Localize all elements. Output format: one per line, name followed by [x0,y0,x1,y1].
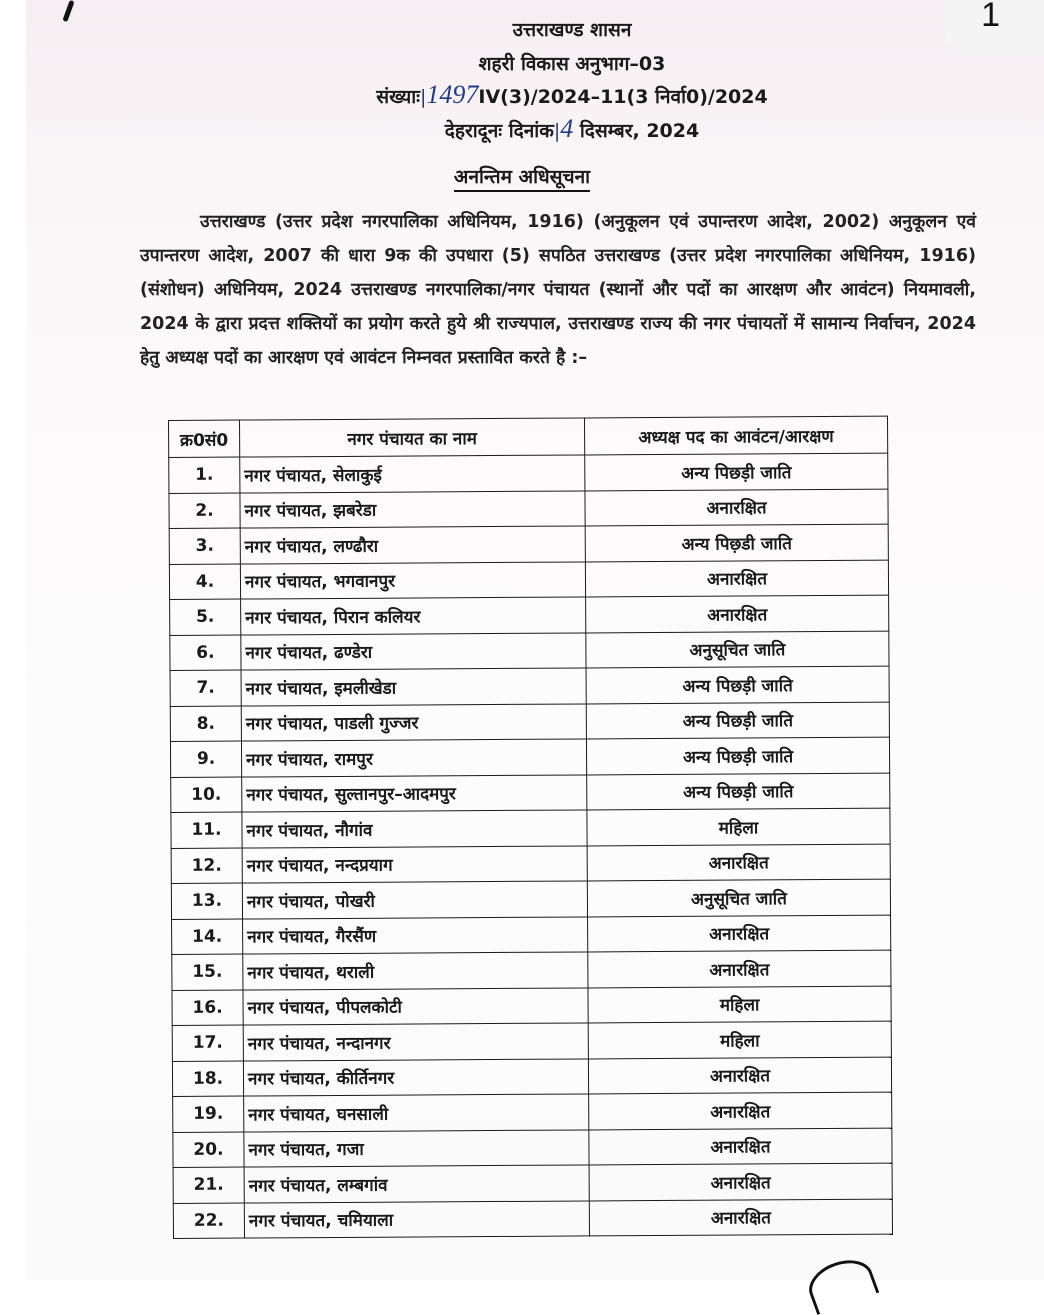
table-header-row [169,416,888,457]
serial-no: 7. [170,670,241,706]
panchayat-name: नगर पंचायत, भगवानपुर [240,561,585,599]
panchayat-name: नगर पंचायत, घनसाली [244,1094,589,1132]
table-row [173,1128,892,1168]
panchayat-name: नगर पंचायत, लम्बगांव [244,1165,589,1203]
allocation: अनारक्षित [589,1092,892,1129]
table-row [172,950,891,990]
table-row [172,915,891,955]
serial-no: 16. [172,990,243,1026]
header-serial-no: क्र0सं0 [169,420,240,457]
panchayat-name: नगर पंचायत, लण्ढौरा [240,526,585,564]
table-row [169,453,888,493]
preamble-paragraph: उत्तराखण्ड (उत्तर प्रदेश नगरपालिका अधिनियम, 1916) (अनुकूलन एवं उपान्तरण आदेश, 2002) अनुकूलन एवं उपान्तरण आदेश, 2007 की धारा 9क की उपधारा (5) सपठित उत्तराखण्ड (उत्तर प्रदेश नगरपालिका अधिनियम, 1916) (संशोधन) अधिनियम, 2024 उत्तराखण्ड नगरपालिका/नगर पंचायत (स्थानों और पदों का आरक्षण और आवंटन) नियमावली, 2024 के द्वारा प्रदत्त शक्तियों का प्रयोग करते हुये श्री राज्यपाल, उत्तराखण्ड राज्य की नगर पंचायतों में सामान्य निर्वाचन, 2024 हेतु अध्यक्ष पदों का आरक्षण एवं आवंटन निम्नवत प्रस्तावित करते है :– [140,212,976,368]
place-date-label: देहरादूनः दिनांक [444,120,554,142]
allocation: अनारक्षित [588,950,891,987]
serial-no: 11. [171,812,242,848]
table-row [170,666,889,706]
government-heading: उत्तराखण्ड शासन [512,19,632,41]
panchayat-name: नगर पंचायत, कीर्तिनगर [243,1058,588,1096]
panchayat-name: नगर पंचायत, चमियाला [244,1200,589,1238]
panchayat-name: नगर पंचायत, रामपुर [241,739,586,777]
serial-no: 4. [169,564,240,600]
table-row [172,986,891,1026]
allocation: अनारक्षित [588,1057,891,1094]
table-row [169,489,888,529]
allocation: महिला [587,808,890,845]
notification-title-text: अनन्तिम अधिसूचना [454,166,590,192]
allocation: अन्य पिछड़ी जाति [586,702,889,739]
allocation-table [168,416,893,1239]
table-row [173,1163,892,1203]
serial-no: 18. [172,1061,243,1097]
allocation: अनारक्षित [589,1128,892,1165]
panchayat-name: नगर पंचायत, पाडली गुज्जर [241,703,586,741]
allocation: अन्य पिछ़डी जाति [585,524,888,561]
panchayat-name: नगर पंचायत, ढण्डेरा [241,632,586,670]
page-edge [0,0,26,1280]
panchayat-name: नगर पंचायत, पिरान कलियर [241,597,586,635]
panchayat-name: नगर पंचायत, नन्दानगर [243,1023,588,1061]
allocation: महिला [588,1021,891,1058]
panchayat-name: नगर पंचायत, थराली [243,952,588,990]
allocation: अन्य पिछड़ी जाति [586,666,889,703]
serial-no: 9. [170,741,241,777]
panchayat-name: नगर पंचायत, गैरसैंण [243,916,588,954]
serial-no: 3. [169,528,240,564]
place-date [50,114,1044,144]
serial-no: 14. [172,919,243,955]
serial-no: 13. [171,883,242,919]
table-row [170,595,889,635]
serial-no: 19. [173,1096,244,1132]
serial-no: 8. [170,706,241,742]
allocation: अनारक्षित [588,915,891,952]
allocation: अनारक्षित [587,844,890,881]
serial-no: 2. [169,493,240,529]
allocation: अनारक्षित [589,1199,892,1236]
serial-no: 15. [172,954,243,990]
panchayat-name: नगर पंचायत, इमलीखेडा [241,668,586,706]
serial-no: 20. [173,1132,244,1168]
allocation: अन्य पिछड़ी जाति [587,773,890,810]
panchayat-name: नगर पंचायत, पोखरी [242,881,587,919]
table-row [173,1199,892,1239]
table-row [170,702,889,742]
serial-no: 6. [170,635,241,671]
panchayat-name: नगर पंचायत, नौगांव [242,810,587,848]
serial-no: 22. [173,1203,244,1239]
table-row [173,1092,892,1132]
header-panchayat-name: नगर पंचायत का नाम [240,418,585,457]
allocation: महिला [588,986,891,1023]
number-label: संख्याः [376,86,420,108]
number-suffix: IV(3)/2024–11(3 निर्वा0)/2024 [478,86,768,108]
table-row [171,879,890,919]
table-row [171,808,890,848]
department-heading: शहरी विकास अनुभाग–03 [478,53,666,75]
handwritten-number: 1497 [426,80,479,109]
table-row [170,631,889,671]
serial-no: 17. [172,1025,243,1061]
table-row [170,737,889,777]
table-row [169,524,888,564]
allocation: अन्य पिछड़ी जाति [586,737,889,774]
panchayat-name: नगर पंचायत, पीपलकोटी [243,987,588,1025]
table-row [169,560,888,600]
allocation: अनारक्षित [585,489,888,526]
notification-title [0,163,1044,189]
serial-no: 1. [169,457,240,493]
allocation: अनारक्षित [586,595,889,632]
panchayat-name: नगर पंचायत, गजा [244,1129,589,1167]
serial-no: 12. [171,848,242,884]
serial-no: 5. [170,599,241,635]
allocation: अनुसूचित जाति [587,879,890,916]
panchayat-name: नगर पंचायत, सेलाकुई [240,455,585,493]
separator: | [420,86,427,108]
date-suffix: दिसम्बर, 2024 [579,120,700,142]
serial-no: 10. [171,777,242,813]
table-row [171,773,890,813]
handwritten-date: 4 [560,114,574,143]
separator: | [553,120,561,142]
allocation: अन्य पिछड़ी जाति [585,453,888,490]
table-row [171,844,890,884]
panchayat-name: नगर पंचायत, नन्दप्रयाग [242,845,587,883]
header-allocation: अध्यक्ष पद का आवंटन/आरक्षण [584,416,887,455]
page-number: 1 [981,0,1000,34]
allocation: अनारक्षित [585,560,888,597]
allocation: अनारक्षित [589,1163,892,1200]
table-row [172,1057,891,1097]
serial-no: 21. [173,1167,244,1203]
panchayat-name: नगर पंचायत, झबरेडा [240,490,585,528]
allocation: अनुसूचित जाति [586,631,889,668]
table-row [172,1021,891,1061]
reference-number [50,80,1044,110]
panchayat-name: नगर पंचायत, सुल्तानपुर–आदमपुर [242,774,587,812]
